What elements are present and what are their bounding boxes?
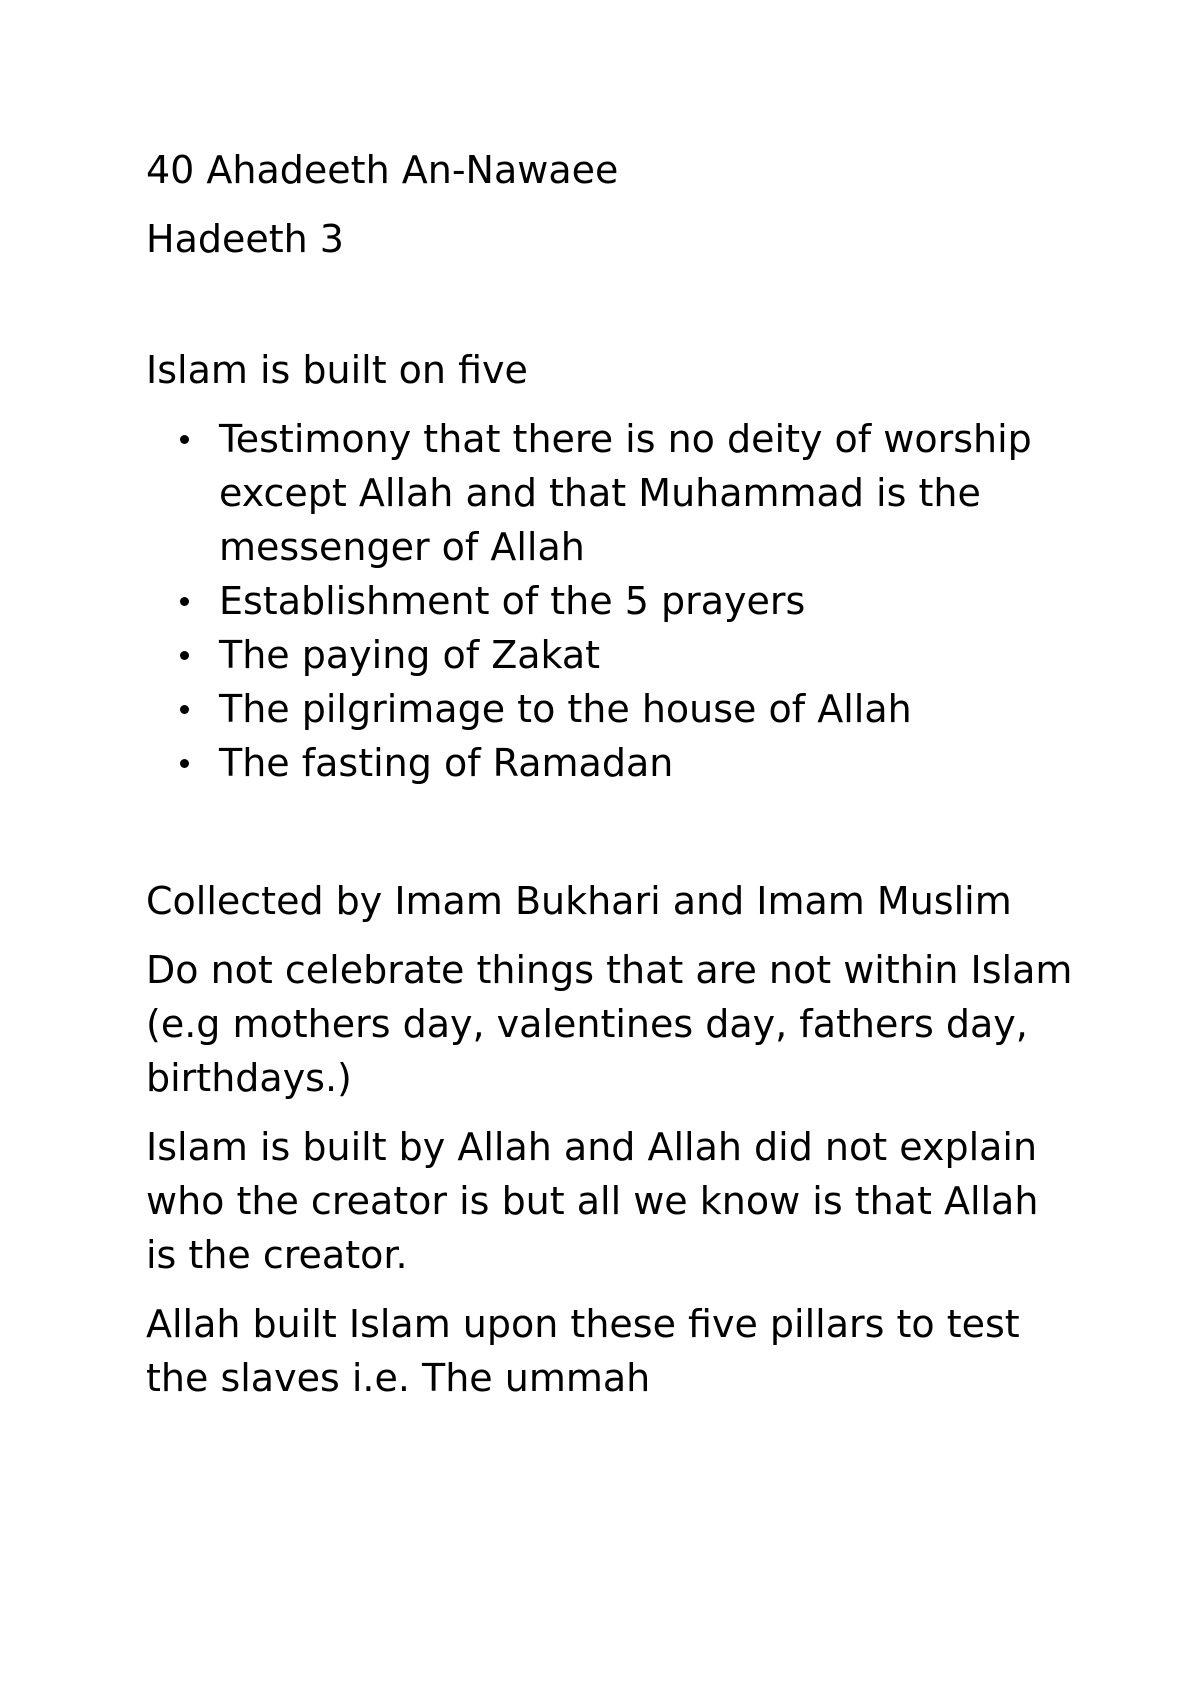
pillars-purpose-note: Allah built Islam upon these five pillars to test the slaves i.e. The ummah — [146, 1302, 1020, 1400]
creator-note: Islam is built by Allah and Allah did not explain who the creator is but all we know is that Allah is the creator. — [146, 1125, 1039, 1277]
pillar-text: The fasting of Ramadan — [219, 741, 674, 785]
bullet-icon — [180, 759, 189, 768]
intro-line: Islam is built on five — [146, 348, 528, 392]
pillar-text: Establishment of the 5 prayers — [219, 579, 806, 623]
document-title: 40 Ahadeeth An-Nawaee — [146, 148, 619, 192]
list-item — [219, 628, 1076, 682]
list-item — [219, 736, 1076, 790]
celebration-note: Do not celebrate things that are not within Islam (e.g mothers day, valentines day, fathers day, birthdays.) — [146, 948, 1073, 1100]
document-body — [146, 143, 1076, 1420]
hadeeth-number: Hadeeth 3 — [146, 217, 344, 261]
bullet-icon — [180, 597, 189, 606]
pillar-text: Testimony that there is no deity of worship except Allah and that Muhammad is the messenger of Allah — [219, 417, 1032, 569]
bullet-icon — [180, 651, 189, 660]
pillars-list — [146, 412, 1076, 790]
bullet-icon — [180, 705, 189, 714]
list-item — [219, 574, 1076, 628]
list-item — [219, 412, 1076, 574]
list-item — [219, 682, 1076, 736]
collection-note: Collected by Imam Bukhari and Imam Muslim — [146, 879, 1012, 923]
pillar-text: The paying of Zakat — [219, 633, 601, 677]
bullet-icon — [180, 435, 189, 444]
pillar-text: The pilgrimage to the house of Allah — [219, 687, 912, 731]
